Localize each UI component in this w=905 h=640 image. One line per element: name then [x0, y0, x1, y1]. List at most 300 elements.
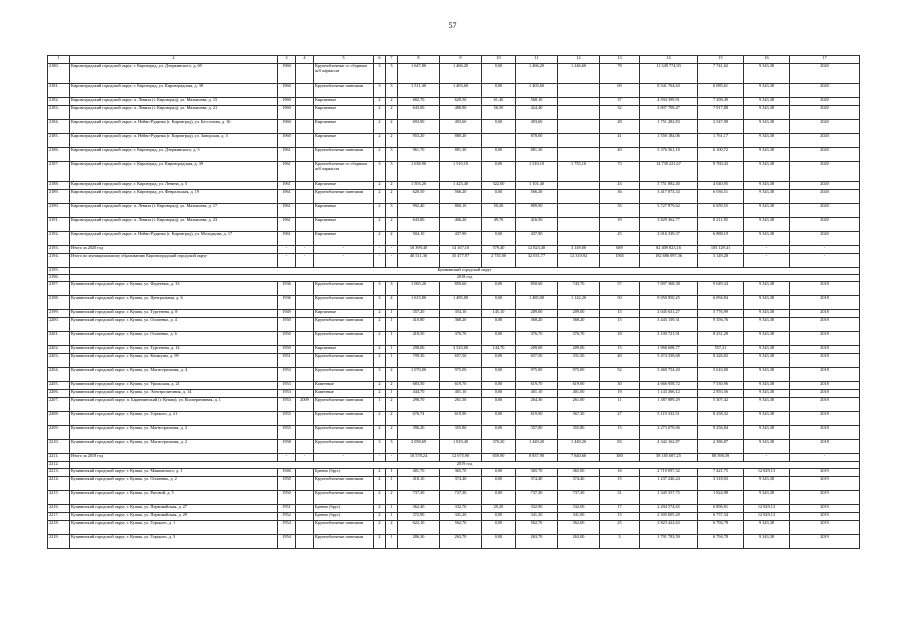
table-cell: 2018 — [790, 426, 860, 440]
table-cell: 2018 — [790, 282, 860, 296]
table-cell — [558, 232, 600, 246]
table-cell: 504,10 — [398, 232, 440, 246]
table-cell: 365,00 — [558, 469, 600, 477]
column-index: 14 — [640, 56, 698, 64]
table-cell: 15 — [600, 477, 640, 491]
table-cell: 3 823 422,63 — [640, 521, 698, 535]
table-cell: Крупноблочные панелями — [314, 354, 374, 368]
table-cell: 1950 — [278, 318, 296, 332]
table-cell: 2 305 605,29 — [640, 513, 698, 521]
table-cell: Кушвинский городской округ, г. Кушва, ул. Горького, д. 3 — [70, 535, 278, 549]
table-cell: 1961 — [278, 232, 296, 246]
table-cell: 3 100 721,91 — [640, 332, 698, 346]
table-cell: 643,00 — [398, 106, 440, 120]
table-cell: 2 — [374, 354, 386, 368]
table-cell: 9 343,38 — [744, 134, 790, 148]
table-cell: 437,90 — [516, 232, 558, 246]
table-cell: 261,50 — [440, 398, 482, 412]
table-cell: 2 — [374, 390, 386, 398]
table-cell: 743,70 — [558, 282, 600, 296]
table-cell: 1953 — [278, 382, 296, 390]
column-index: 2 — [70, 56, 278, 64]
table-cell: 0,00 — [482, 521, 516, 535]
table-cell: - — [790, 254, 860, 268]
table-cell: Крупноблочные панелями — [314, 84, 374, 98]
table-cell: 209,00 — [516, 346, 558, 354]
table-cell: 3 — [386, 162, 398, 182]
table-cell: 7 298,49 — [698, 98, 744, 106]
year-row — [48, 275, 860, 282]
table-cell — [296, 98, 314, 106]
table-cell: 4 — [386, 296, 398, 310]
table-cell: Крупноблочные панелями — [314, 440, 374, 454]
table-cell: 2198. — [48, 296, 70, 310]
table-cell: 2 719 097,32 — [640, 469, 698, 477]
table-cell: 9 343,38 — [744, 412, 790, 426]
table-cell — [296, 182, 314, 190]
table-cell: Кировоградский городской округ, п. Левиха (г. Кировград), ул. Малышева, д. 15 — [70, 98, 278, 106]
table-cell: Крупноблочные панелями — [314, 491, 374, 505]
table-cell: 0,00 — [482, 382, 516, 390]
table-cell: 11 — [600, 398, 640, 412]
table-cell: 145,10 — [482, 310, 516, 318]
table-cell: - — [386, 254, 398, 268]
table-cell: 4 666 958,72 — [640, 382, 698, 390]
table-cell: 11 349 774,93 — [640, 64, 698, 84]
table-cell: - — [278, 454, 296, 462]
table-cell: 9 343,38 — [744, 310, 790, 318]
table-cell: 1 — [386, 477, 398, 491]
table-cell: 401,10 — [516, 390, 558, 398]
table-cell: 566,20 — [440, 190, 482, 204]
table-cell: 30 — [600, 382, 640, 390]
table-cell: 737,30 — [558, 491, 600, 505]
table-cell: 9 343,38 — [744, 106, 790, 120]
table-cell: 0,00 — [482, 354, 516, 368]
table-cell: Кушвинский городской округ, г. Кушва, ул. Осипенко, д. 2 — [70, 477, 278, 491]
table-cell: 2 — [374, 513, 386, 521]
table-cell: 0,00 — [482, 232, 516, 246]
table-cell: 2182. — [48, 98, 70, 106]
table-cell: 444,70 — [398, 390, 440, 398]
table-row — [48, 412, 860, 426]
column-index: 5 — [314, 56, 374, 64]
table-cell: Крупноблочные панелями — [314, 332, 374, 346]
table-cell: 2018 — [790, 368, 860, 382]
table-cell: 263,00 — [558, 535, 600, 549]
table-cell — [558, 84, 600, 98]
table-cell: 1 — [386, 505, 398, 513]
table-cell: 2181. — [48, 84, 70, 98]
table-cell: 437,90 — [440, 232, 482, 246]
table-cell: Крупноблочные панелями — [314, 426, 374, 440]
table-cell: - — [790, 454, 860, 462]
table-row — [48, 296, 860, 310]
table-cell: Крупноблочные панелями — [314, 398, 374, 412]
table-cell: 2018 — [790, 318, 860, 332]
table-cell: 8 258,32 — [698, 412, 744, 426]
table-cell: 6 794,78 — [698, 521, 744, 535]
table-cell: 1 — [386, 469, 398, 477]
table-cell: 689 — [600, 246, 640, 254]
table-cell: 29,20 — [482, 505, 516, 513]
table-cell: - — [296, 454, 314, 462]
table-cell: 2193. — [48, 246, 70, 254]
table-cell: 15 — [600, 310, 640, 318]
table-cell: 1 403,60 — [440, 84, 482, 98]
table-cell: 2020 — [790, 120, 860, 134]
table-row — [48, 491, 860, 505]
table-cell: 374,40 — [516, 477, 558, 491]
table-cell: 418,50 — [398, 332, 440, 346]
table-cell: 6 757,34 — [698, 513, 744, 521]
table-cell: 396,20 — [398, 426, 440, 440]
table-cell: Кушвинский городской округ, г. Кушва, ул. Маяковского, д. 1 — [70, 469, 278, 477]
table-cell: 2196. — [48, 275, 70, 282]
table-cell: 0,00 — [482, 84, 516, 98]
table-cell — [296, 148, 314, 162]
table-cell: 2 — [386, 426, 398, 440]
table-cell: 2208. — [48, 412, 70, 426]
table-cell: 209,00 — [516, 310, 558, 318]
table-row — [48, 204, 860, 218]
table-cell: 9 256,84 — [698, 426, 744, 440]
table-cell: 493,60 — [516, 120, 558, 134]
table-cell: 1 065,20 — [398, 282, 440, 296]
table-cell: 643,80 — [398, 218, 440, 232]
table-cell: 2206. — [48, 390, 70, 398]
table-cell: 2219. — [48, 535, 70, 549]
table-cell: 3 — [386, 440, 398, 454]
table-cell: 209,00 — [558, 346, 600, 354]
table-cell: 9 343,38 — [744, 182, 790, 190]
table-cell: 557,21 — [698, 346, 744, 354]
table-cell: 2 — [386, 98, 398, 106]
table-cell: 1954 — [278, 521, 296, 535]
table-cell — [296, 162, 314, 182]
table-cell: 3 — [386, 64, 398, 84]
table-cell: 2 — [386, 190, 398, 204]
table-cell: 357,20 — [398, 310, 440, 318]
table-cell — [296, 368, 314, 382]
table-cell: 362,40 — [398, 505, 440, 513]
table-cell: 850,60 — [516, 282, 558, 296]
table-cell: 2018 — [790, 332, 860, 346]
table-cell: 370,20 — [482, 440, 516, 454]
table-cell: 2 — [386, 106, 398, 120]
table-cell — [558, 204, 600, 218]
table-cell: 331,50 — [558, 354, 600, 368]
table-cell: 2020 — [790, 64, 860, 84]
table-cell: 480,90 — [440, 106, 482, 120]
table-cell: 5 727 879,62 — [640, 204, 698, 218]
table-cell: 7 530,96 — [698, 382, 744, 390]
table-cell: 2 — [386, 491, 398, 505]
table-cell: 3 443 159,31 — [640, 318, 698, 332]
table-cell: 58 185 687,25 — [640, 454, 698, 462]
table-cell: 2 — [374, 310, 386, 318]
table-cell: 2210. — [48, 440, 70, 454]
table-cell: 2019 — [790, 477, 860, 491]
table-cell: 2191. — [48, 218, 70, 232]
table-cell: - — [278, 246, 296, 254]
table-cell: 9 356,76 — [698, 318, 744, 332]
table-cell: 1 466,20 — [440, 64, 482, 84]
table-cell: 83 — [600, 440, 640, 454]
table-cell: 2020 — [790, 98, 860, 106]
table-cell: 9 343,38 — [744, 346, 790, 354]
table-cell — [296, 426, 314, 440]
table-cell: 376,70 — [558, 332, 600, 346]
table-cell: Кушвинский городской округ, г. Кушва, ул. Осипенко, д. 4 — [70, 318, 278, 332]
column-index: 6 — [374, 56, 386, 64]
table-cell: 1 550 184,06 — [640, 134, 698, 148]
table-cell: 9 343,38 — [744, 64, 790, 84]
table-cell: 263,70 — [516, 535, 558, 549]
table-cell: Бревно (брус) — [314, 505, 374, 513]
table-cell: 1565 — [600, 254, 640, 268]
table-cell: 619,70 — [516, 382, 558, 390]
table-cell: 1 755,10 — [558, 162, 600, 182]
table-cell — [296, 505, 314, 513]
table-cell: 376,70 — [516, 332, 558, 346]
table-cell: 2 — [374, 491, 386, 505]
table-cell: 341,00 — [558, 513, 600, 521]
table-cell: 2 — [374, 426, 386, 440]
table-cell: 1960 — [278, 98, 296, 106]
column-index: 17 — [790, 56, 860, 64]
table-cell: 737,30 — [440, 491, 482, 505]
table-cell: 5 776,99 — [698, 310, 744, 318]
table-cell: 2 — [374, 232, 386, 246]
table-cell: 2 — [386, 182, 398, 190]
table-cell: 1961 — [278, 190, 296, 204]
table-cell: 1953 — [278, 398, 296, 412]
table-cell: 4 594 399,91 — [640, 98, 698, 106]
table-cell: 9 343,38 — [744, 190, 790, 204]
table-cell: 6 896,91 — [698, 505, 744, 513]
table-cell: 3 — [374, 368, 386, 382]
table-cell: 2 — [374, 204, 386, 218]
table-cell: 40 — [600, 354, 640, 368]
table-cell: 37 — [600, 98, 640, 106]
table-cell: 9 343,38 — [744, 98, 790, 106]
table-cell: 25 — [600, 521, 640, 535]
table-cell — [296, 469, 314, 477]
table-cell: 0,00 — [482, 477, 516, 491]
table-cell: 1955 — [278, 412, 296, 426]
table-cell: - — [790, 246, 860, 254]
table-cell: 3 273 070,06 — [640, 426, 698, 440]
table-cell: 7 917,88 — [698, 106, 744, 120]
table-cell: 2 — [374, 218, 386, 232]
table-cell: 341,20 — [516, 513, 558, 521]
table-cell: 57 — [600, 282, 640, 296]
column-index-row — [48, 56, 860, 64]
table-cell: 2020 — [790, 106, 860, 120]
table-cell: 332,00 — [558, 505, 600, 513]
table-cell: 32 — [600, 106, 640, 120]
table-cell: 1950 — [278, 346, 296, 354]
table-row — [48, 440, 860, 454]
table-cell — [296, 346, 314, 354]
table-cell: 953,20 — [398, 134, 440, 148]
table-cell: 1960 — [278, 84, 296, 98]
table-cell: 2 — [386, 134, 398, 148]
table-cell: 6 036,51 — [698, 190, 744, 204]
table-cell: 850,60 — [440, 282, 482, 296]
table-cell: 182 686 097,36 — [640, 254, 698, 268]
table-cell: 1951 — [278, 505, 296, 513]
table-cell: 3 — [374, 84, 386, 98]
table-cell: 357,80 — [516, 426, 558, 440]
table-cell: Кировоградский городской округ, г. Кировград, ул. Ленина, д. 5 — [70, 182, 278, 190]
table-cell: 2 — [374, 346, 386, 354]
table-cell: 7 741,62 — [698, 64, 744, 84]
table-cell: 9 343,38 — [744, 84, 790, 98]
table-cell: 1961 — [278, 218, 296, 232]
table-cell: Кушвинский городской округ, г. Кушва, ул. Рясовой, д. 5 — [70, 491, 278, 505]
table-cell: 1 751 282,83 — [640, 120, 698, 134]
table-cell: 1 143 366,12 — [640, 390, 698, 398]
table-cell: 1 101,40 — [516, 182, 558, 190]
table-cell: 3 — [386, 84, 398, 98]
table-cell: 2213. — [48, 469, 70, 477]
table-row — [48, 368, 860, 382]
table-cell: 19 — [600, 218, 640, 232]
table-cell: 1 — [386, 390, 398, 398]
table-cell: 27 — [600, 412, 640, 426]
table-cell: 401,10 — [440, 390, 482, 398]
table-cell: 341,20 — [440, 513, 482, 521]
year-row — [48, 462, 860, 469]
table-cell: 2217. — [48, 513, 70, 521]
table-cell: 0,00 — [482, 332, 516, 346]
table-cell: 881,30 — [516, 148, 558, 162]
table-cell: 2 735,00 — [482, 254, 516, 268]
table-cell: 2 — [386, 218, 398, 232]
table-cell: 2183. — [48, 106, 70, 120]
table-cell: 619,00 — [558, 382, 600, 390]
table-cell: 2020 — [790, 148, 860, 162]
table-cell: 50 — [600, 296, 640, 310]
table-row — [48, 162, 860, 182]
table-cell: 1 968 608,77 — [640, 346, 698, 354]
table-cell: 5 119 332,51 — [640, 412, 698, 426]
table-cell: Кировоградский городской округ, г. Кировград, ул. Февральская, д. 19 — [70, 190, 278, 204]
column-index: 10 — [482, 56, 516, 64]
table-cell: 0,00 — [482, 412, 516, 426]
table-cell: 1 449,20 — [558, 440, 600, 454]
table-cell: 683,50 — [398, 382, 440, 390]
table-cell: 1954 — [278, 535, 296, 549]
table-cell: 10 578,24 — [398, 454, 440, 462]
table-cell: 8 231,28 — [698, 332, 744, 346]
table-row — [48, 310, 860, 318]
table-cell: 1961 — [278, 204, 296, 218]
table-cell: Крупноблочные панелями — [314, 412, 374, 426]
table-row — [48, 64, 860, 84]
table-cell: 2207. — [48, 398, 70, 412]
table-cell: 374,40 — [440, 477, 482, 491]
table-cell — [296, 412, 314, 426]
table-cell: 562,00 — [558, 521, 600, 535]
table-cell: 2 — [374, 505, 386, 513]
table-cell: 418,10 — [398, 477, 440, 491]
table-cell: 16 399,40 — [398, 246, 440, 254]
table-cell: Крупноблочные панелями — [314, 148, 374, 162]
table-cell: 49,70 — [482, 218, 516, 232]
total-row — [48, 246, 860, 254]
table-cell: 52 — [600, 368, 640, 382]
table-cell: 365,70 — [440, 469, 482, 477]
table-cell: Итого за 2018 год — [70, 454, 278, 462]
table-cell: 2 045 631,27 — [640, 310, 698, 318]
table-cell: 18 — [600, 332, 640, 346]
table-cell: Кировоградский городской округ, п. Левиха (г. Кировград), ул. Малышева, д. 17 — [70, 204, 278, 218]
table-cell: 365,70 — [516, 469, 558, 477]
table-cell: 368,20 — [558, 318, 600, 332]
table-cell: 3 547,98 — [698, 120, 744, 134]
table-cell: Кировоградский городской округ, г. Кировград, ул. Дзержинского, д. 5 — [70, 148, 278, 162]
total-row — [48, 454, 860, 462]
table-cell: Кушвинский городской округ, г. Кушва, ул. Первомайская, д. 27 — [70, 505, 278, 513]
table-cell: 5 474 338,68 — [640, 354, 698, 368]
table-cell: 975,00 — [558, 368, 600, 382]
table-row — [48, 218, 860, 232]
table-cell: Каменные — [314, 390, 374, 398]
table-cell: Кирпичные — [314, 106, 374, 120]
table-cell: 7 421,75 — [698, 469, 744, 477]
table-cell: 2020 — [790, 162, 860, 182]
table-cell: 32 031,77 — [516, 254, 558, 268]
table-cell: 682,70 — [398, 98, 440, 106]
table-cell: 1950 — [278, 332, 296, 346]
table-row — [48, 120, 860, 134]
table-cell: 7 840,60 — [558, 454, 600, 462]
table-cell: Кушвинский городской округ, г. Кушва, ул. Магистральная, д. 2 — [70, 440, 278, 454]
table-row — [48, 390, 860, 398]
table-cell: 2214. — [48, 477, 70, 491]
table-cell: 9 343,38 — [744, 535, 790, 549]
table-cell — [296, 204, 314, 218]
table-cell: - — [314, 254, 374, 268]
table-cell: 2 — [374, 521, 386, 535]
table-cell: 2009 — [296, 398, 314, 412]
table-cell: 41 — [600, 134, 640, 148]
table-cell: 2 — [374, 182, 386, 190]
table-cell: - — [744, 246, 790, 254]
table-cell: 2019 — [790, 513, 860, 521]
table-cell: 19 — [600, 390, 640, 398]
table-cell: 2195. — [48, 268, 70, 275]
table-cell: 0,00 — [482, 190, 516, 204]
table-cell: 50,20 — [482, 204, 516, 218]
table-row — [48, 505, 860, 513]
table-cell: 9 343,38 — [744, 120, 790, 134]
table-cell: 2205. — [48, 382, 70, 390]
table-cell: 15 — [600, 346, 640, 354]
table-cell: 3 — [600, 535, 640, 549]
table-cell: 8 837,90 — [516, 454, 558, 462]
table-cell — [296, 134, 314, 148]
table-cell: Кушвинский городской округ — [70, 268, 860, 275]
table-cell: Кирпичные — [314, 182, 374, 190]
table-cell: 2 294 574,65 — [640, 505, 698, 513]
table-cell: 1960 — [278, 106, 296, 120]
table-cell: 2 — [386, 521, 398, 535]
table-cell: 622,10 — [398, 521, 440, 535]
